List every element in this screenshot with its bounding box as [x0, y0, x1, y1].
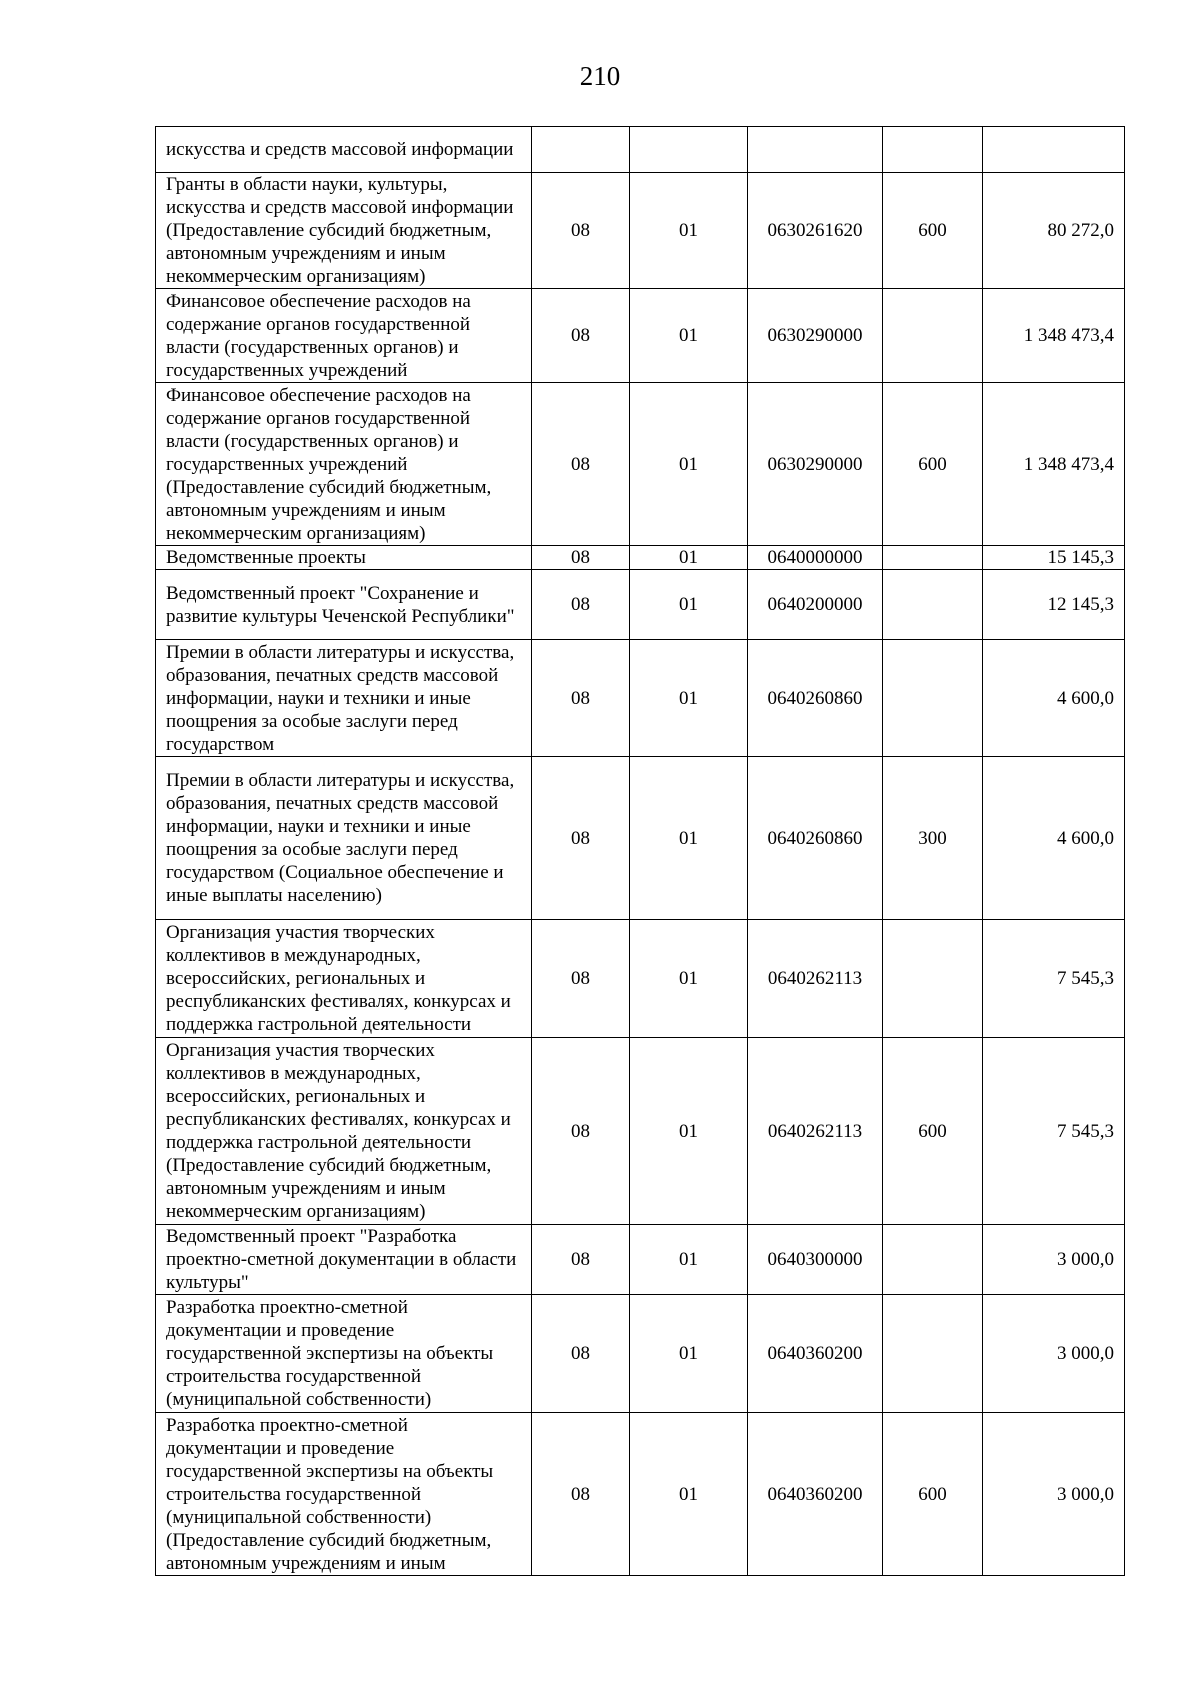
subsection-code: 01 [630, 757, 748, 920]
amount: 4 600,0 [983, 757, 1125, 920]
amount: 1 348 473,4 [983, 383, 1125, 546]
target-article-code: 0640200000 [748, 570, 883, 640]
table-row [156, 1295, 1125, 1413]
table-row [156, 640, 1125, 757]
amount: 4 600,0 [983, 640, 1125, 757]
expense-type-code: 600 [883, 383, 983, 546]
section-code: 08 [532, 1295, 630, 1413]
target-article-code: 0640262113 [748, 1038, 883, 1225]
target-article-code: 0640260860 [748, 640, 883, 757]
budget-table-body [156, 127, 1125, 1576]
expense-name: Ведомственные проекты [156, 546, 532, 570]
subsection-code: 01 [630, 546, 748, 570]
expense-type-code: 600 [883, 1038, 983, 1225]
subsection-code: 01 [630, 640, 748, 757]
expense-type-code [883, 546, 983, 570]
section-code: 08 [532, 383, 630, 546]
table-row [156, 570, 1125, 640]
table-row [156, 757, 1125, 920]
subsection-code: 01 [630, 1413, 748, 1576]
amount: 7 545,3 [983, 920, 1125, 1038]
expense-name: Финансовое обеспечение расходов на содержание органов государственной власти (государственных органов) и государственных учреждений [156, 289, 532, 383]
expense-name: Премии в области литературы и искусства, образования, печатных средств массовой информации, науки и техники и иные поощрения за особые заслуги перед государством [156, 640, 532, 757]
subsection-code [630, 127, 748, 173]
expense-name: Финансовое обеспечение расходов на содержание органов государственной власти (государственных органов) и государственных учреждений (Предоставление субсидий бюджетным, автономным учреждениям и иным некоммерческим организациям) [156, 383, 532, 546]
target-article-code: 0640000000 [748, 546, 883, 570]
table-row [156, 920, 1125, 1038]
section-code: 08 [532, 640, 630, 757]
expense-name: Разработка проектно-сметной документации и проведение государственной экспертизы на объекты строительства государственной (муниципальной собственности) (Предоставление субсидий бюджетным, автономным учреждениям и иным [156, 1413, 532, 1576]
target-article-code: 0640262113 [748, 920, 883, 1038]
subsection-code: 01 [630, 383, 748, 546]
section-code [532, 127, 630, 173]
amount: 3 000,0 [983, 1295, 1125, 1413]
amount: 3 000,0 [983, 1413, 1125, 1576]
amount: 1 348 473,4 [983, 289, 1125, 383]
table-row [156, 1225, 1125, 1295]
table-row [156, 127, 1125, 173]
amount: 3 000,0 [983, 1225, 1125, 1295]
expense-type-code [883, 920, 983, 1038]
amount [983, 127, 1125, 173]
expense-type-code [883, 127, 983, 173]
amount: 12 145,3 [983, 570, 1125, 640]
expense-name: Разработка проектно-сметной документации и проведение государственной экспертизы на объекты строительства государственной (муниципальной собственности) [156, 1295, 532, 1413]
table-row [156, 173, 1125, 289]
subsection-code: 01 [630, 920, 748, 1038]
table-row [156, 289, 1125, 383]
expense-name: Ведомственный проект "Разработка проектно-сметной документации в области культуры" [156, 1225, 532, 1295]
expense-name: Ведомственный проект "Сохранение и развитие культуры Чеченской Республики" [156, 570, 532, 640]
expense-type-code [883, 570, 983, 640]
target-article-code: 0640300000 [748, 1225, 883, 1295]
section-code: 08 [532, 1225, 630, 1295]
subsection-code: 01 [630, 1038, 748, 1225]
subsection-code: 01 [630, 570, 748, 640]
amount: 80 272,0 [983, 173, 1125, 289]
table-row [156, 1038, 1125, 1225]
section-code: 08 [532, 920, 630, 1038]
amount: 15 145,3 [983, 546, 1125, 570]
expense-name: Премии в области литературы и искусства, образования, печатных средств массовой информации, науки и техники и иные поощрения за особые заслуги перед государством (Социальное обеспечение и иные выплаты населению) [156, 757, 532, 920]
subsection-code: 01 [630, 289, 748, 383]
target-article-code: 0640360200 [748, 1295, 883, 1413]
page-number: 210 [579, 61, 621, 91]
expense-type-code: 300 [883, 757, 983, 920]
expense-type-code: 600 [883, 1413, 983, 1576]
section-code: 08 [532, 1038, 630, 1225]
subsection-code: 01 [630, 173, 748, 289]
section-code: 08 [532, 757, 630, 920]
section-code: 08 [532, 570, 630, 640]
expense-type-code [883, 289, 983, 383]
expense-name: искусства и средств массовой информации [156, 127, 532, 173]
table-row [156, 383, 1125, 546]
expense-name: Организация участия творческих коллективов в международных, всероссийских, региональных и республиканских фестивалях, конкурсах и поддержка гастрольной деятельности [156, 920, 532, 1038]
target-article-code: 0640260860 [748, 757, 883, 920]
subsection-code: 01 [630, 1225, 748, 1295]
expense-type-code [883, 1225, 983, 1295]
table-row [156, 546, 1125, 570]
section-code: 08 [532, 289, 630, 383]
subsection-code: 01 [630, 1295, 748, 1413]
target-article-code: 0630261620 [748, 173, 883, 289]
target-article-code: 0640360200 [748, 1413, 883, 1576]
expense-type-code [883, 640, 983, 757]
table-row [156, 1413, 1125, 1576]
target-article-code: 0630290000 [748, 289, 883, 383]
budget-table [155, 126, 1125, 1576]
expense-name: Гранты в области науки, культуры, искусства и средств массовой информации (Предоставление субсидий бюджетным, автономным учреждениям и иным некоммерческим организациям) [156, 173, 532, 289]
expense-type-code: 600 [883, 173, 983, 289]
expense-name: Организация участия творческих коллективов в международных, всероссийских, региональных и республиканских фестивалях, конкурсах и поддержка гастрольной деятельности (Предоставление субсидий бюджетным, автономным учреждениям и иным некоммерческим организациям) [156, 1038, 532, 1225]
section-code: 08 [532, 173, 630, 289]
section-code: 08 [532, 546, 630, 570]
section-code: 08 [532, 1413, 630, 1576]
amount: 7 545,3 [983, 1038, 1125, 1225]
target-article-code: 0630290000 [748, 383, 883, 546]
target-article-code [748, 127, 883, 173]
expense-type-code [883, 1295, 983, 1413]
